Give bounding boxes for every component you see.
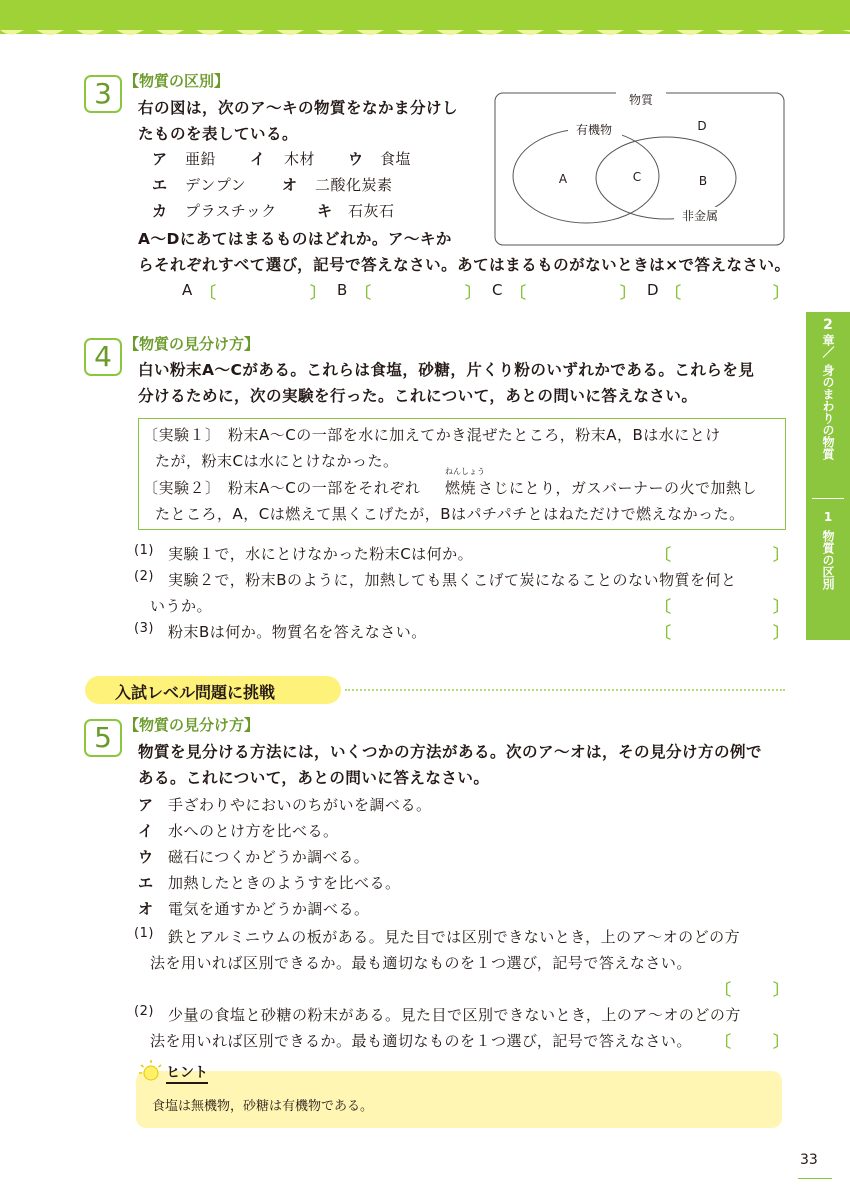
- q4-sub1-text: 実験１で，水にとけなかった粉末Cは何か。: [168, 545, 474, 563]
- q5-item-text: 手ざわりやにおいのちがいを調べる。: [168, 796, 432, 814]
- q5-sub2-text-2: 法を用いれば区別できるか。最も適切なものを１つ選び，記号で答えなさい。: [150, 1032, 692, 1050]
- q4-line-1: 白い粉末A～Cがある。これらは食塩，砂糖，片くり粉のいずれかである。これらを見: [138, 361, 755, 379]
- q3-item: エ: [152, 176, 168, 194]
- sidebar-divider: [812, 498, 844, 499]
- q5-item-text: 電気を通すかどうか調べる。: [168, 900, 370, 918]
- q5-title: 【物質の見分け方】: [124, 716, 260, 734]
- q3-item: ウ: [348, 150, 364, 168]
- answer-field-c[interactable]: [528, 283, 620, 301]
- venn-outer-rect: [495, 93, 784, 245]
- answer-bracket-close: 〕: [620, 283, 637, 302]
- q3-item: カ: [152, 202, 168, 220]
- q3-item-value: デンプン: [185, 176, 247, 194]
- chapter-title: 身のまわりの物質: [821, 364, 835, 460]
- challenge-banner-text: 入試レベル問題に挑戦: [115, 683, 276, 702]
- venn-diagram: [494, 88, 786, 248]
- q3-item-value: 食塩: [380, 150, 412, 168]
- q3-item-value: 木材: [284, 150, 316, 168]
- question-number-5: 5: [84, 719, 122, 757]
- lightbulb-icon: [138, 1058, 164, 1084]
- answer-bracket-open: 〔: [655, 545, 672, 564]
- answer-bracket-open: 〔: [655, 623, 672, 642]
- exp1-text-1: 粉末A～Cの一部を水に加えてかき混ぜたところ，粉末A，Bは水にとけ: [228, 426, 721, 444]
- venn-label-nonmetal: 非金属: [681, 209, 719, 223]
- exp1-text-2: たが，粉末Cは水にとけなかった。: [155, 452, 399, 470]
- venn-nonmetal-ellipse: [596, 137, 736, 219]
- section-number: 1: [823, 510, 833, 524]
- q5-sub1-text-1: 鉄とアルミニウムの板がある。見た目では区別できないとき，上のア～オのどの方: [168, 928, 741, 946]
- q4-sub3-answer-field[interactable]: [673, 623, 773, 641]
- exp2-text-1b: さじにとり，ガスバーナーの火で加熱し: [478, 479, 758, 497]
- q3-item-value: 二酸化炭素: [315, 176, 393, 194]
- q3-item-value: 石灰石: [348, 202, 395, 220]
- answer-label-d: D: [647, 281, 660, 299]
- venn-label-substance: 物質: [628, 93, 654, 107]
- q4-sub2-text-1: 実験２で，粉末Bのように，加熱しても黒くこげて炭になることのない物質を何と: [168, 571, 737, 589]
- q3-item: ア: [152, 150, 168, 168]
- q5-line-1: 物質を見分ける方法には，いくつかの方法がある。次のア～オは，その見分け方の例で: [138, 743, 763, 761]
- q5-item-text: 磁石につくかどうか調べる。: [168, 848, 370, 866]
- answer-bracket-close: 〕: [773, 545, 790, 564]
- q5-sub2-answer-field[interactable]: [733, 1032, 773, 1050]
- exp1-label: 〔実験１〕: [143, 426, 221, 444]
- answer-bracket-open: 〔: [200, 283, 217, 302]
- q5-sub2-text-1: 少量の食塩と砂糖の粉末がある。見た目で区別できないとき，上のア～オのどの方: [168, 1006, 741, 1024]
- q5-item-text: 加熱したときのようすを比べる。: [168, 874, 401, 892]
- venn-label-b: B: [698, 174, 708, 188]
- q5-sub1-text-2: 法を用いれば区別できるか。最も適切なものを１つ選び，記号で答えなさい。: [150, 954, 692, 972]
- exp2-text-2: たところ，A，Cは燃えて黒くこげたが，Bはパチパチとはねただけで燃えなかった。: [155, 505, 745, 523]
- q3-item-value: プラスチック: [185, 202, 277, 220]
- chapter-number: 2: [823, 317, 833, 333]
- q3-tail-2: らそれぞれすべて選び，記号で答えなさい。あてはまるものがないときは×で答えなさい。: [138, 256, 791, 274]
- exp2-text-1a: 粉末A～Cの一部をそれぞれ: [228, 479, 421, 497]
- q5-item-key: エ: [138, 874, 154, 892]
- answer-bracket-open: 〔: [510, 283, 527, 302]
- question-number-3: 3: [84, 75, 122, 113]
- q5-item-key: ア: [138, 796, 154, 814]
- q5-line-2: ある。これについて，あとの問いに答えなさい。: [138, 769, 490, 787]
- answer-bracket-open: 〔: [715, 980, 732, 999]
- answer-bracket-open: 〔: [715, 1032, 732, 1051]
- q3-tail-1: A～Dにあてはまるものはどれか。ア～キか: [138, 230, 452, 248]
- q4-sub2-answer-field[interactable]: [673, 597, 773, 615]
- answer-label-a: A: [182, 281, 193, 299]
- answer-field-a[interactable]: [218, 283, 310, 301]
- answer-bracket-open: 〔: [665, 283, 682, 302]
- q5-sub2-number: (2): [134, 1004, 154, 1019]
- chapter-sidebar: [806, 312, 850, 640]
- page-number-underline: [798, 1178, 832, 1179]
- answer-bracket-open: 〔: [655, 597, 672, 616]
- page-number: 33: [800, 1152, 818, 1168]
- venn-label-c: C: [632, 170, 642, 184]
- answer-field-b[interactable]: [373, 283, 465, 301]
- q3-item: キ: [317, 202, 333, 220]
- answer-bracket-close: 〕: [773, 1032, 790, 1051]
- ruby-reading: ねんしょう: [445, 467, 485, 476]
- q4-title: 【物質の見分け方】: [124, 335, 260, 353]
- hint-text: 食塩は無機物，砂糖は有機物である。: [152, 1099, 374, 1114]
- question-number-4: 4: [84, 338, 122, 376]
- venn-label-a: A: [558, 172, 568, 186]
- answer-bracket-close: 〕: [465, 283, 482, 302]
- answer-bracket-close: 〕: [310, 283, 327, 302]
- q5-item-text: 水へのとけ方を比べる。: [168, 822, 339, 840]
- answer-bracket-close: 〕: [773, 623, 790, 642]
- answer-label-c: C: [492, 281, 503, 299]
- top-wave-decoration: [0, 30, 850, 40]
- exp2-label: 〔実験２〕: [143, 479, 221, 497]
- q5-item-key: ウ: [138, 848, 154, 866]
- q5-item-key: オ: [138, 900, 154, 918]
- q4-sub1-answer-field[interactable]: [673, 545, 773, 563]
- section-title: 物質の区別: [821, 530, 835, 590]
- q5-sub1-answer-field[interactable]: [733, 980, 773, 998]
- answer-label-b: B: [337, 281, 348, 299]
- q5-sub1-number: (1): [134, 926, 154, 941]
- q4-sub2-text-2: いうか。: [150, 597, 213, 615]
- answer-bracket-close: 〕: [773, 597, 790, 616]
- q3-item: オ: [282, 176, 298, 194]
- venn-label-d: D: [697, 119, 707, 133]
- q4-sub3-text: 粉末Bは何か。物質名を答えなさい。: [168, 623, 427, 641]
- q3-title: 【物質の区別】: [124, 72, 230, 90]
- q3-line-2: たものを表している。: [138, 125, 299, 143]
- q3-item: イ: [250, 150, 266, 168]
- q5-item-key: イ: [138, 822, 154, 840]
- venn-label-organic: 有機物: [575, 123, 613, 137]
- top-color-bar: [0, 0, 850, 34]
- q3-line-1: 右の図は，次のア～キの物質をなかま分けし: [138, 99, 459, 117]
- hint-label: ヒント: [166, 1062, 208, 1084]
- q4-sub2-number: (2): [134, 569, 154, 584]
- answer-field-d[interactable]: [683, 283, 775, 301]
- q4-line-2: 分けるために，次の実験を行った。これについて，あとの問いに答えなさい。: [138, 387, 698, 405]
- q4-sub3-number: (3): [134, 621, 154, 636]
- banner-dotted-line: [345, 689, 785, 691]
- exp2-ruby-word: 燃焼: [445, 479, 477, 497]
- answer-bracket-close: 〕: [773, 283, 790, 302]
- q4-sub1-number: (1): [134, 543, 154, 558]
- q3-item-value: 亜鉛: [185, 150, 217, 168]
- answer-bracket-close: 〕: [773, 980, 790, 999]
- chapter-separator: 章／: [821, 334, 835, 358]
- answer-bracket-open: 〔: [355, 283, 372, 302]
